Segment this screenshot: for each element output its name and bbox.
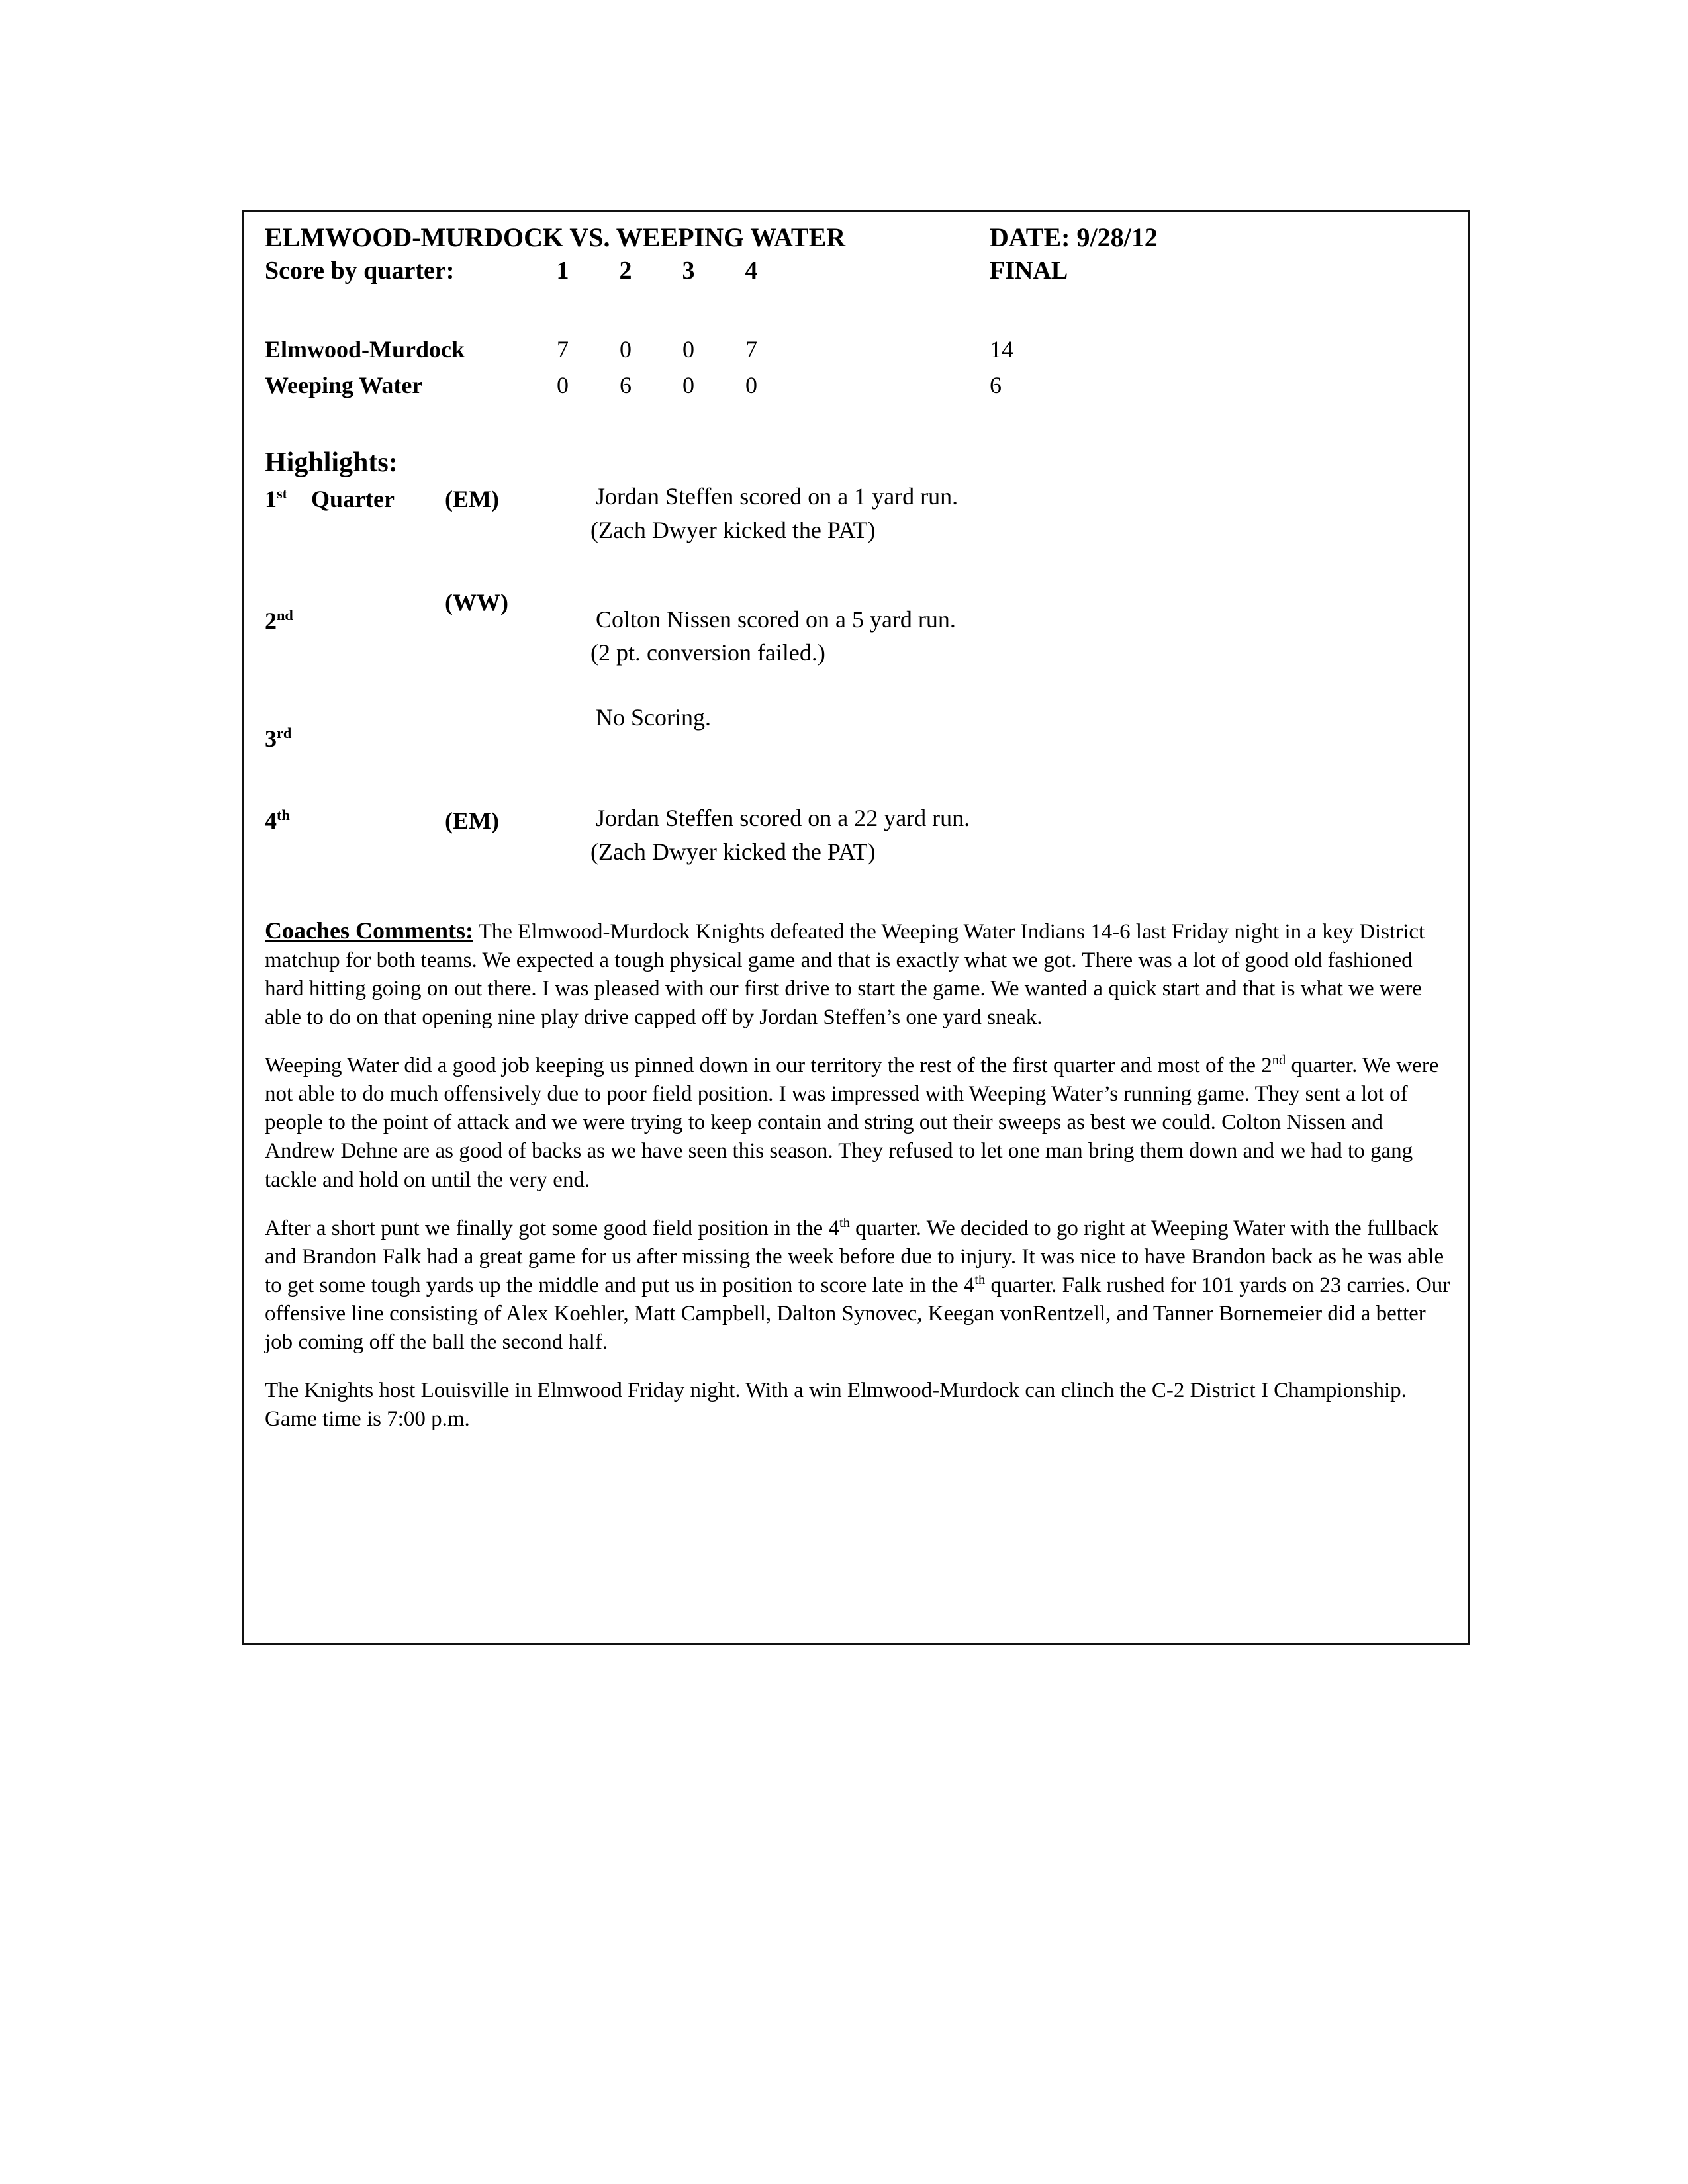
highlight-description-1: Jordan Steffen scored on a 1 yard run. — [596, 483, 959, 510]
team-name-home: Elmwood-Murdock — [265, 336, 465, 363]
highlight-ordinal-1: 1st — [265, 485, 288, 512]
team-name-away: Weeping Water — [265, 372, 423, 398]
coaches-comments-paragraph-4: The Knights host Louisville in Elmwood Friday night. With a win Elmwood-Murdock can clinch the C-2 District I Championship. Game time is 7:00 p.m. — [265, 1378, 1407, 1431]
coaches-comments-paragraph-1 — [265, 915, 1452, 1032]
highlight-quarter-word-1: Quarter — [311, 486, 395, 512]
paragraph-3-part-1: After a short punt we finally got some good field position in the 4 — [265, 1216, 839, 1240]
away-q4-score: 0 — [745, 372, 757, 398]
highlight-ordinal-3: 3rd — [265, 725, 292, 752]
away-final-score: 6 — [990, 372, 1002, 398]
coaches-comments-section — [265, 915, 1452, 1433]
matchup-title: ELMWOOD-MURDOCK VS. WEEPING WATER — [265, 222, 846, 252]
coaches-comments-heading: Coaches Comments: — [265, 917, 473, 944]
home-q2-score: 0 — [620, 336, 632, 363]
home-q1-score: 7 — [557, 336, 569, 363]
highlight-team-4: (EM) — [445, 807, 499, 834]
quarter-header-3: 3 — [682, 257, 695, 285]
report-content — [265, 222, 1454, 865]
highlight-description-2: Colton Nissen scored on a 5 yard run. — [596, 606, 956, 633]
quarter-header-1: 1 — [556, 257, 569, 285]
highlight-description-4: Jordan Steffen scored on a 22 yard run. — [596, 805, 970, 831]
highlight-ordinal-4: 4th — [265, 807, 290, 834]
highlight-extra-1: (Zach Dwyer kicked the PAT) — [590, 517, 876, 543]
score-by-quarter-header — [265, 256, 1454, 295]
highlights-list — [265, 478, 1454, 865]
highlight-description-3: No Scoring. — [596, 704, 711, 731]
highlight-extra-4: (Zach Dwyer kicked the PAT) — [590, 839, 876, 865]
home-q3-score: 0 — [682, 336, 694, 363]
paragraph-2-ordinal-suffix: nd — [1272, 1053, 1286, 1068]
paragraph-2-part-1: Weeping Water did a good job keeping us pinned down in our territory the rest of the first quarter and most of the 2 — [265, 1054, 1272, 1078]
quarter-header-2: 2 — [619, 257, 632, 285]
score-by-quarter-label: Score by quarter: — [265, 257, 455, 285]
away-q1-score: 0 — [557, 372, 569, 398]
highlight-extra-2: (2 pt. conversion failed.) — [590, 639, 825, 666]
paragraph-2-part-2: quarter. We were not able to do much offensively due to poor field position. I was impressed with Weeping Water’s running game. They sent a lot of people to the point of attack and we were trying to keep contain and string out their sweeps as best we could. Colton Nissen and Andrew Dehne are as good of backs as we have seen this season. They refused to let one man bring them down and we had to gang tackle and hold on until the very end. — [265, 1054, 1439, 1192]
highlight-team-2: (WW) — [445, 589, 508, 615]
final-header: FINAL — [990, 257, 1068, 285]
table-row — [265, 336, 1454, 369]
paragraph-3-ordinal-suffix-1: th — [839, 1215, 850, 1230]
game-report-box — [242, 210, 1470, 1645]
game-date: DATE: 9/28/12 — [990, 222, 1158, 252]
home-q4-score: 7 — [745, 336, 757, 363]
table-row — [265, 371, 1454, 404]
quarter-header-4: 4 — [745, 257, 758, 285]
away-q2-score: 6 — [620, 372, 632, 398]
highlights-title: Highlights: — [265, 447, 398, 478]
paragraph-3-ordinal-suffix-2: th — [974, 1272, 986, 1287]
paragraph-3-part-3: quarter. Falk rushed for 101 yards on 23 carries. Our offensive line consisting of Alex Koehler, Matt Campbell, Dalton Synovec, Keegan vonRentzell, and Tanner Bornemeier did a better job coming off the ball the second half. — [265, 1273, 1450, 1354]
report-header-row — [265, 222, 1454, 256]
home-final-score: 14 — [990, 336, 1013, 363]
away-q3-score: 0 — [682, 372, 694, 398]
paragraph-3-part-2: quarter. We decided to go right at Weeping Water with the fullback and Brandon Falk had a great game for us after missing the week before due to injury. It was nice to have Brandon back as he was able to get some tough yards up the middle and put us in position to score late in the 4 — [265, 1216, 1444, 1297]
coaches-comments-paragraph-2 — [265, 1052, 1452, 1194]
coaches-comments-body-1: The Elmwood-Murdock Knights defeated the Weeping Water Indians 14-6 last Friday night in a key District matchup for both teams. We expected a tough physical game and that is exactly what we got. There was a lot of good old fashioned hard hitting going on out there. I was pleased with our first drive to start the game. We wanted a quick start and that is what we were able to do on that opening nine play drive capped off by Jordan Steffen’s one yard sneak. — [265, 920, 1425, 1030]
highlight-ordinal-2: 2nd — [265, 607, 293, 634]
highlight-team-1: (EM) — [445, 486, 499, 512]
coaches-comments-paragraph-3 — [265, 1214, 1452, 1357]
